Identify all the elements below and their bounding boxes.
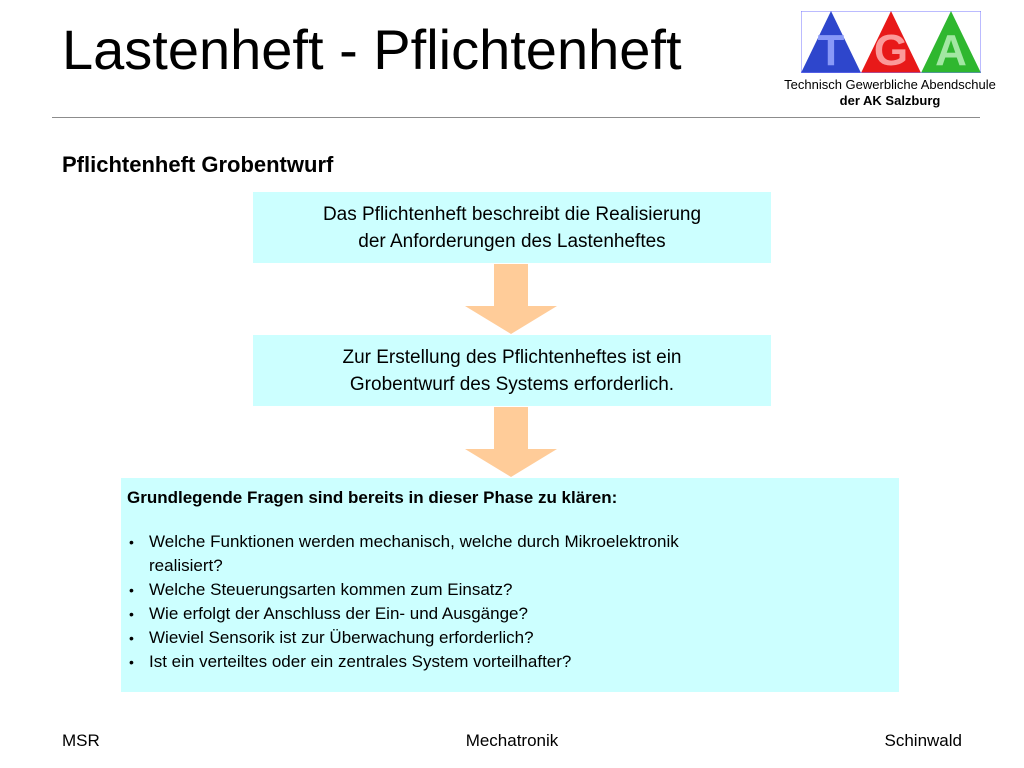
- flow-box-1-line-1: Das Pflichtenheft beschreibt die Realisierung: [322, 203, 702, 225]
- list-item-line: Wieviel Sensorik ist zur Überwachung erforderlich?: [149, 628, 534, 647]
- down-arrow-icon: [465, 264, 557, 334]
- section-subtitle: Pflichtenheft Grobentwurf: [62, 152, 334, 177]
- flow-box-rough-design: [253, 335, 771, 406]
- list-item: [127, 650, 891, 674]
- flow-box-2-line-2: Grobentwurf des Systems erforderlich.: [349, 373, 675, 395]
- list-item-line: Welche Funktionen werden mechanisch, welche durch Mikroelektronik: [149, 532, 679, 551]
- flow-box-2-line-1: Zur Erstellung des Pflichtenheftes ist ein: [342, 346, 682, 368]
- footer-center: Mechatronik: [465, 731, 559, 750]
- title-divider: [52, 117, 980, 118]
- down-arrow-icon: [465, 407, 557, 477]
- logo-letter-g: G: [873, 26, 909, 73]
- list-item: [127, 530, 891, 578]
- list-item: [127, 602, 891, 626]
- bullet-icon: •: [129, 630, 134, 646]
- footer-right: Schinwald: [884, 731, 962, 750]
- questions-heading: Grundlegende Fragen sind bereits in dieser Phase zu klären:: [127, 488, 618, 507]
- bullet-icon: •: [129, 606, 134, 622]
- slide-title: Lastenheft - Pflichtenheft: [62, 18, 682, 81]
- logo-letter-a: A: [935, 26, 967, 73]
- flow-box-realization: [253, 192, 771, 263]
- questions-list: [127, 530, 891, 674]
- questions-box: [121, 478, 899, 692]
- logo-letter-t: T: [817, 26, 845, 73]
- list-item: [127, 578, 891, 602]
- list-item-line: realisiert?: [149, 556, 223, 575]
- list-item: [127, 626, 891, 650]
- list-item-line: Ist ein verteiltes oder ein zentrales System vorteilhafter?: [149, 652, 572, 671]
- flow-box-1-line-2: der Anforderungen des Lastenheftes: [358, 230, 666, 252]
- list-item-line: Wie erfolgt der Anschluss der Ein- und Ausgänge?: [149, 604, 528, 623]
- bullet-icon: •: [129, 654, 134, 670]
- bullet-icon: •: [129, 582, 134, 598]
- school-line-2: der AK Salzburg: [839, 93, 941, 108]
- school-name: [765, 77, 1015, 109]
- footer-left: MSR: [62, 731, 100, 750]
- list-item-line: Welche Steuerungsarten kommen zum Einsatz?: [149, 580, 513, 599]
- bullet-icon: •: [129, 534, 134, 550]
- tga-logo: [801, 11, 981, 73]
- school-line-1: Technisch Gewerbliche Abendschule: [784, 77, 996, 92]
